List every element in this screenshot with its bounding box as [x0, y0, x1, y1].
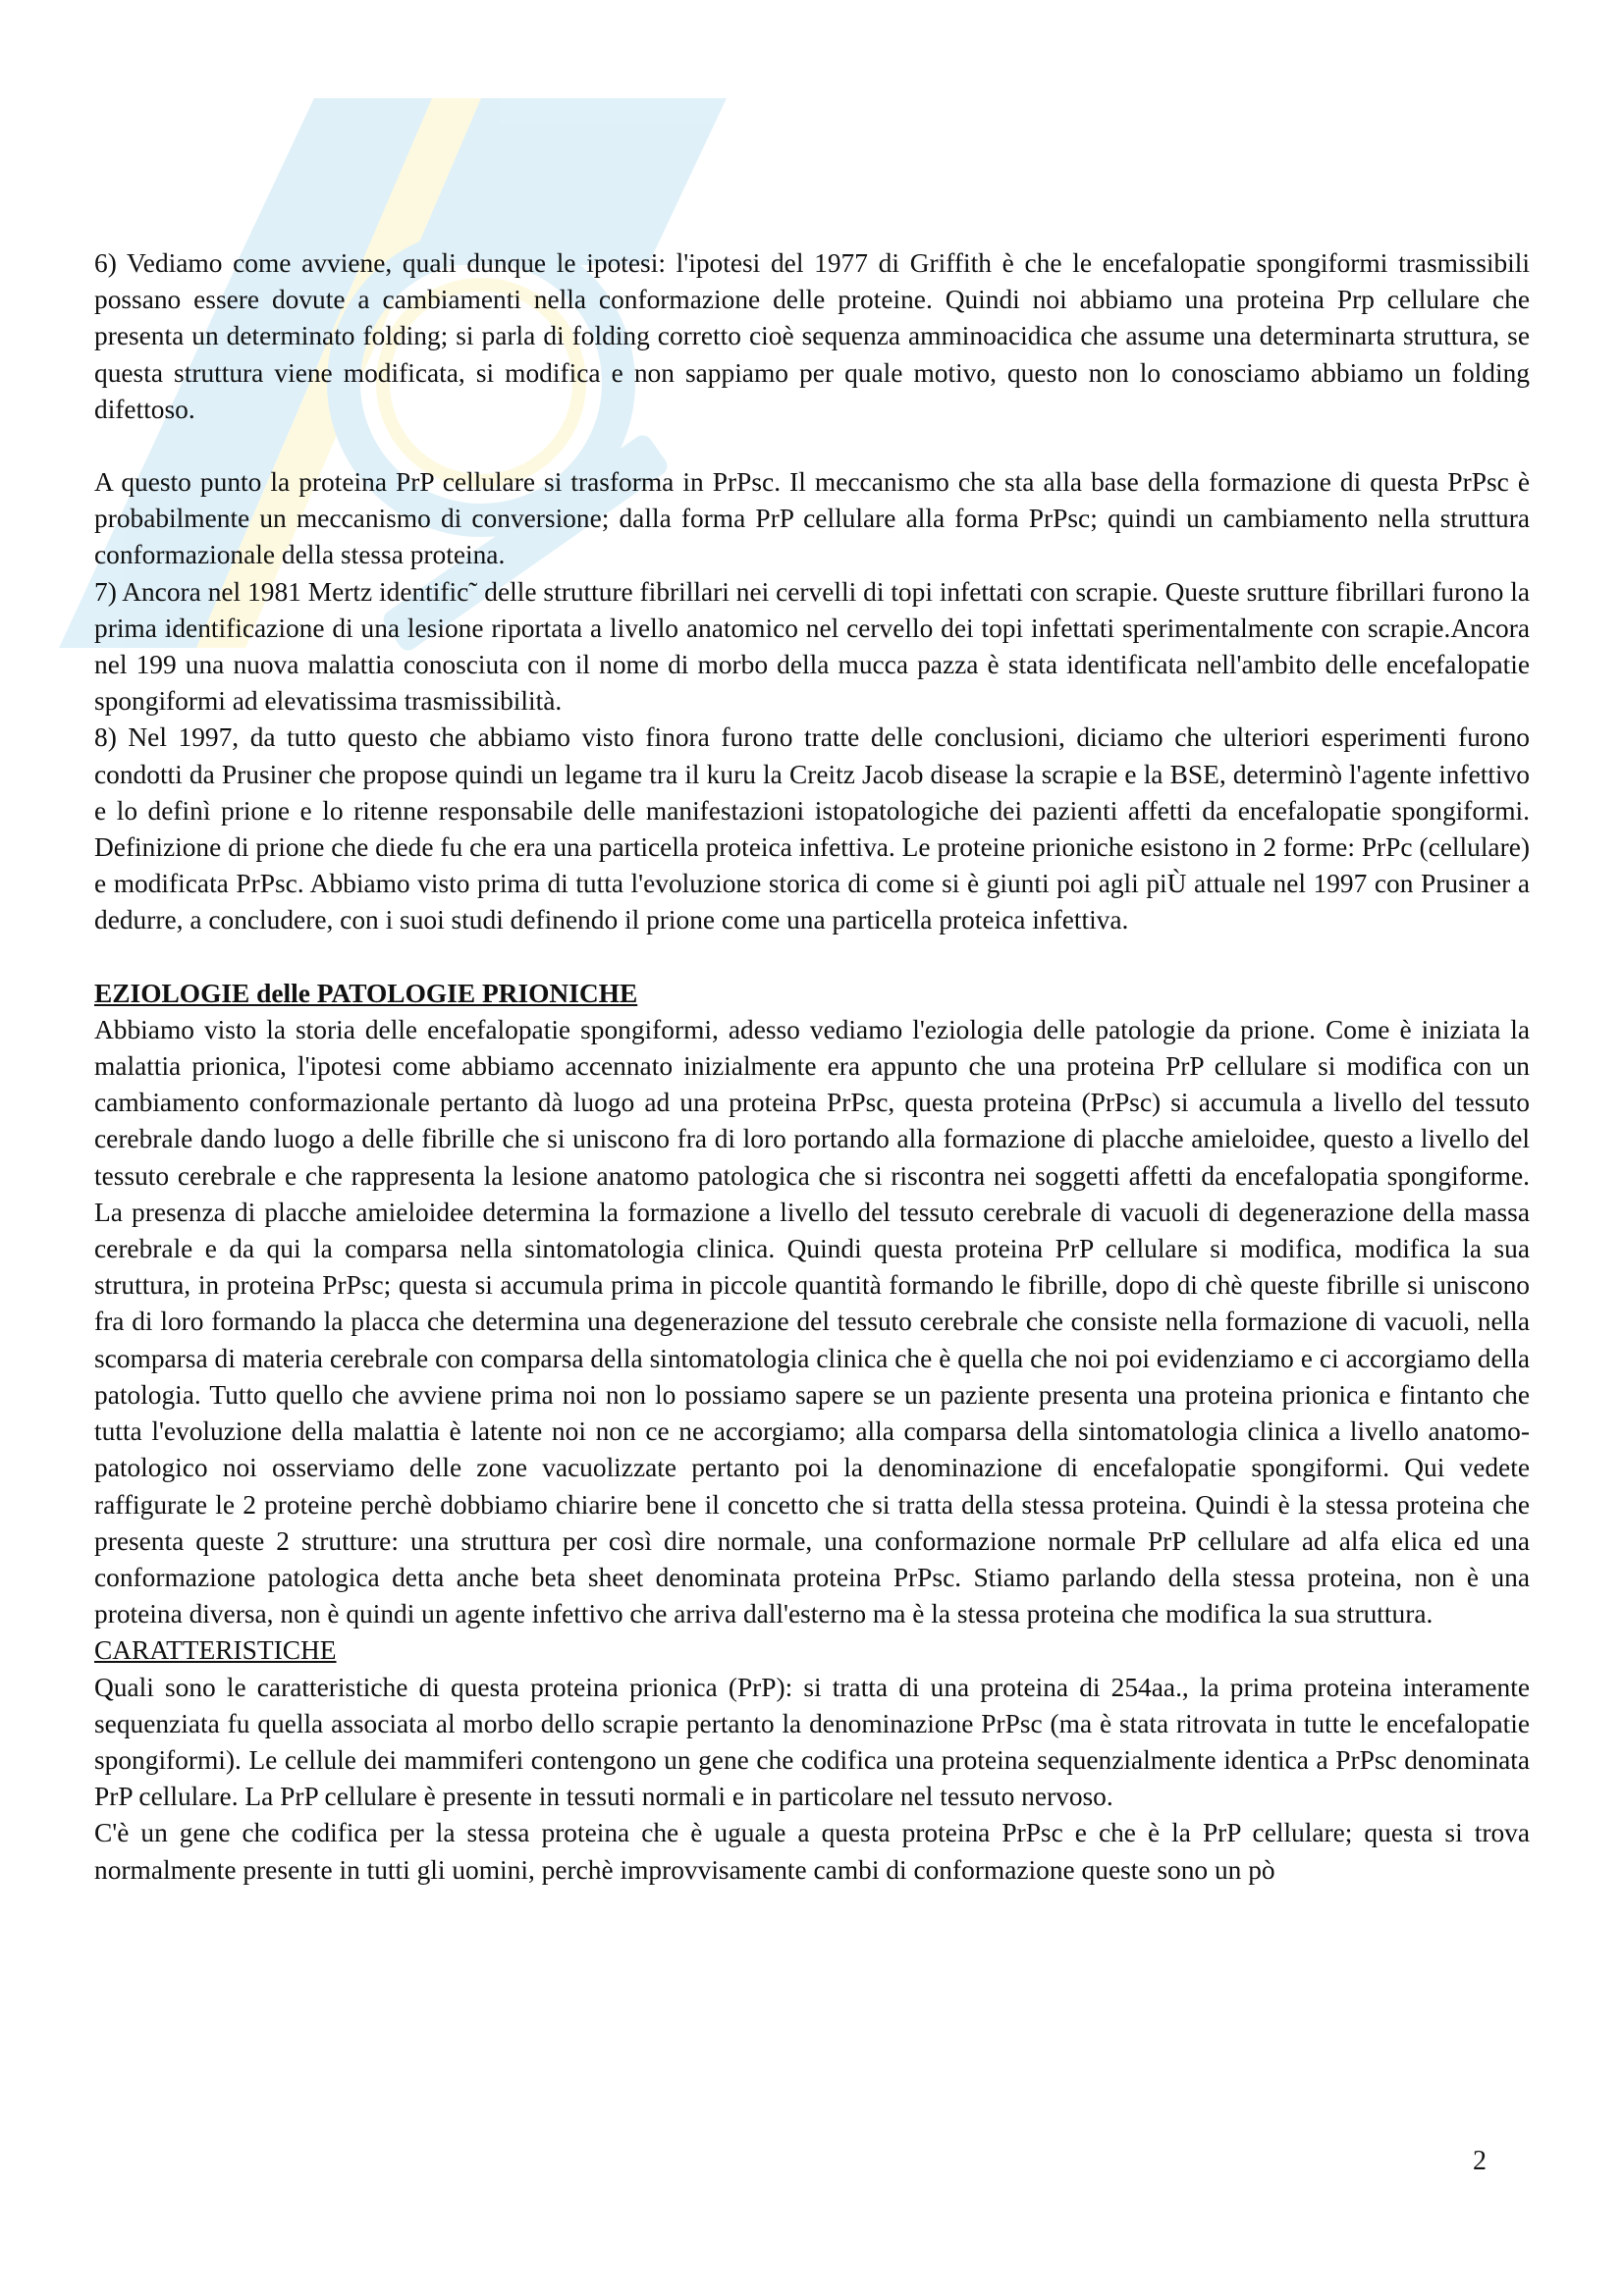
section-heading-eziologie: EZIOLOGIE delle PATOLOGIE PRIONICHE	[94, 978, 638, 1008]
paragraph-eziologie: Abbiamo visto la storia delle encefalopatie spongiformi, adesso vediamo l'eziologia delle patologie da prione. Come è iniziata la malattia prionica, l'ipotesi come abbiamo accennato inizialmente era appunto che una proteina PrP cellulare si modifica con un cambiamento conformazionale pertanto dà luogo ad una proteina PrPsc, questa proteina (PrPsc) si accumula a livello del tessuto cerebrale dando luogo a delle fibrille che si uniscono fra di loro portando alla formazione di placche amieloidee, questo a livello del tessuto cerebrale e che rappresenta la lesione anatomo patologica che si riscontra nei soggetti affetti da encefalopatia spongiforme. La presenza di placche amieloidee determina la formazione a livello del tessuto cerebrale di vacuoli di degenerazione della massa cerebrale e da qui la comparsa nella sintomatologia clinica. Quindi questa proteina PrP cellulare si modifica, modifica la sua struttura, in proteina PrPsc; questa si accumula prima in piccole quantità formando le fibrille, dopo di chè queste fibrille si uniscono fra di loro formando la placca che determina una degenerazione del tessuto cerebrale che consiste nella formazione di vacuoli, nella scomparsa di materia cerebrale con comparsa della sintomatologia clinica che è quella che noi poi evidenziamo e ci accorgiamo della patologia. Tutto quello che avviene prima noi non lo possiamo sapere se un paziente presenta una proteina prionica e fintanto che tutta l'evoluzione della malattia è latente noi non ce ne accorgiamo; alla comparsa della sintomatologia clinica a livello anatomo-patologico noi osserviamo delle zone vacuolizzate pertanto poi la denominazione di encefalopatie spongiformi. Qui vedete raffigurate le 2 proteine perchè dobbiamo chiarire bene il concetto che si tratta della stessa proteina. Quindi è la stessa proteina che presenta queste 2 strutture: una struttura per così dire normale, una conformazione normale PrP cellulare ad alfa elica ed una conformazione patologica detta anche beta sheet denominata proteina PrPsc. Stiamo parlando della stessa proteina, non è una proteina diversa, non è quindi un agente infettivo che arriva dall'esterno ma è la stessa proteina che modifica la sua struttura.	[94, 1014, 1530, 1629]
paragraph-mertz: 7) Ancora nel 1981 Mertz identific˜ delle strutture fibrillari nei cervelli di topi infettati con scrapie. Queste srutture fibrillari furono la prima identificazione di una lesione riportata a livello anatomico nel cervello dei topi infettati sperimentalmente con scrapie.Ancora nel 199 una nuova malattia conosciuta con il nome di morbo della mucca pazza è stata identificata nell'ambito delle encefalopatie spongiformi ad elevatissima trasmissibilità.	[94, 576, 1530, 717]
paragraph-prpsc-conversion: A questo punto la proteina PrP cellulare si trasforma in PrPsc. Il meccanismo che sta alla base della formazione di questa PrPsc è probabilmente un meccanismo di conversione; dalla forma PrP cellulare alla forma PrPsc; quindi un cambiamento nella struttura conformazionale della stessa proteina.	[94, 467, 1530, 570]
paragraph-gene: C'è un gene che codifica per la stessa proteina che è uguale a questa proteina PrPsc e che è la PrP cellulare; questa si trova normalmente presente in tutti gli uomini, perchè improvvisamente cambi di conformazione queste sono un pò	[94, 1818, 1530, 1885]
page-number: 2	[1473, 2146, 1487, 2176]
paragraph-caratteristiche: Quali sono le caratteristiche di questa proteina prionica (PrP): si tratta di una proteina di 254aa., la prima proteina interamente sequenziata fu quella associata al morbo dello scrapie pertanto la denominazione PrPsc (ma è stata ritrovata in tutte le encefalopatie spongiformi). Le cellule dei mammiferi contengono un gene che codifica una proteina sequenzialmente identica a PrPsc denominata PrP cellulare. La PrP cellulare è presente in tessuti normali e in particolare nel tessuto nervoso.	[94, 1672, 1530, 1812]
document-body	[94, 245, 1530, 1889]
section-heading-caratteristiche: CARATTERISTICHE	[94, 1635, 337, 1666]
paragraph-prusiner: 8) Nel 1997, da tutto questo che abbiamo visto finora furono tratte delle conclusioni, diciamo che ulteriori esperimenti furono condotti da Prusiner che propose quindi un legame tra il kuru la Creitz Jacob disease la scrapie e la BSE, determinò l'agente infettivo e lo definì prione e lo ritenne responsabile delle manifestazioni istopatologiche dei pazienti affetti da encefalopatie spongiformi. Definizione di prione che diede fu che era una particella proteica infettiva. Le proteine prioniche esistono in 2 forme: PrPc (cellulare) e modificata PrPsc. Abbiamo visto prima di tutta l'evoluzione storica di come si è giunti poi agli piÙ attuale nel 1997 con Prusiner a dedurre, a concludere, con i suoi studi definendo il prione come una particella proteica infettiva.	[94, 722, 1530, 935]
paragraph-griffith: 6) Vediamo come avviene, quali dunque le ipotesi: l'ipotesi del 1977 di Griffith è che le encefalopatie spongiformi trasmissibili possano essere dovute a cambiamenti nella conformazione delle proteine. Quindi noi abbiamo una proteina Prp cellulare che presenta un determinato folding; si parla di folding corretto cioè sequenza amminoacidica che assume una determinarta struttura, se questa struttura viene modificata, si modifica e non sappiamo per quale motivo, questo non lo conosciamo abbiamo un folding difettoso.	[94, 248, 1530, 424]
